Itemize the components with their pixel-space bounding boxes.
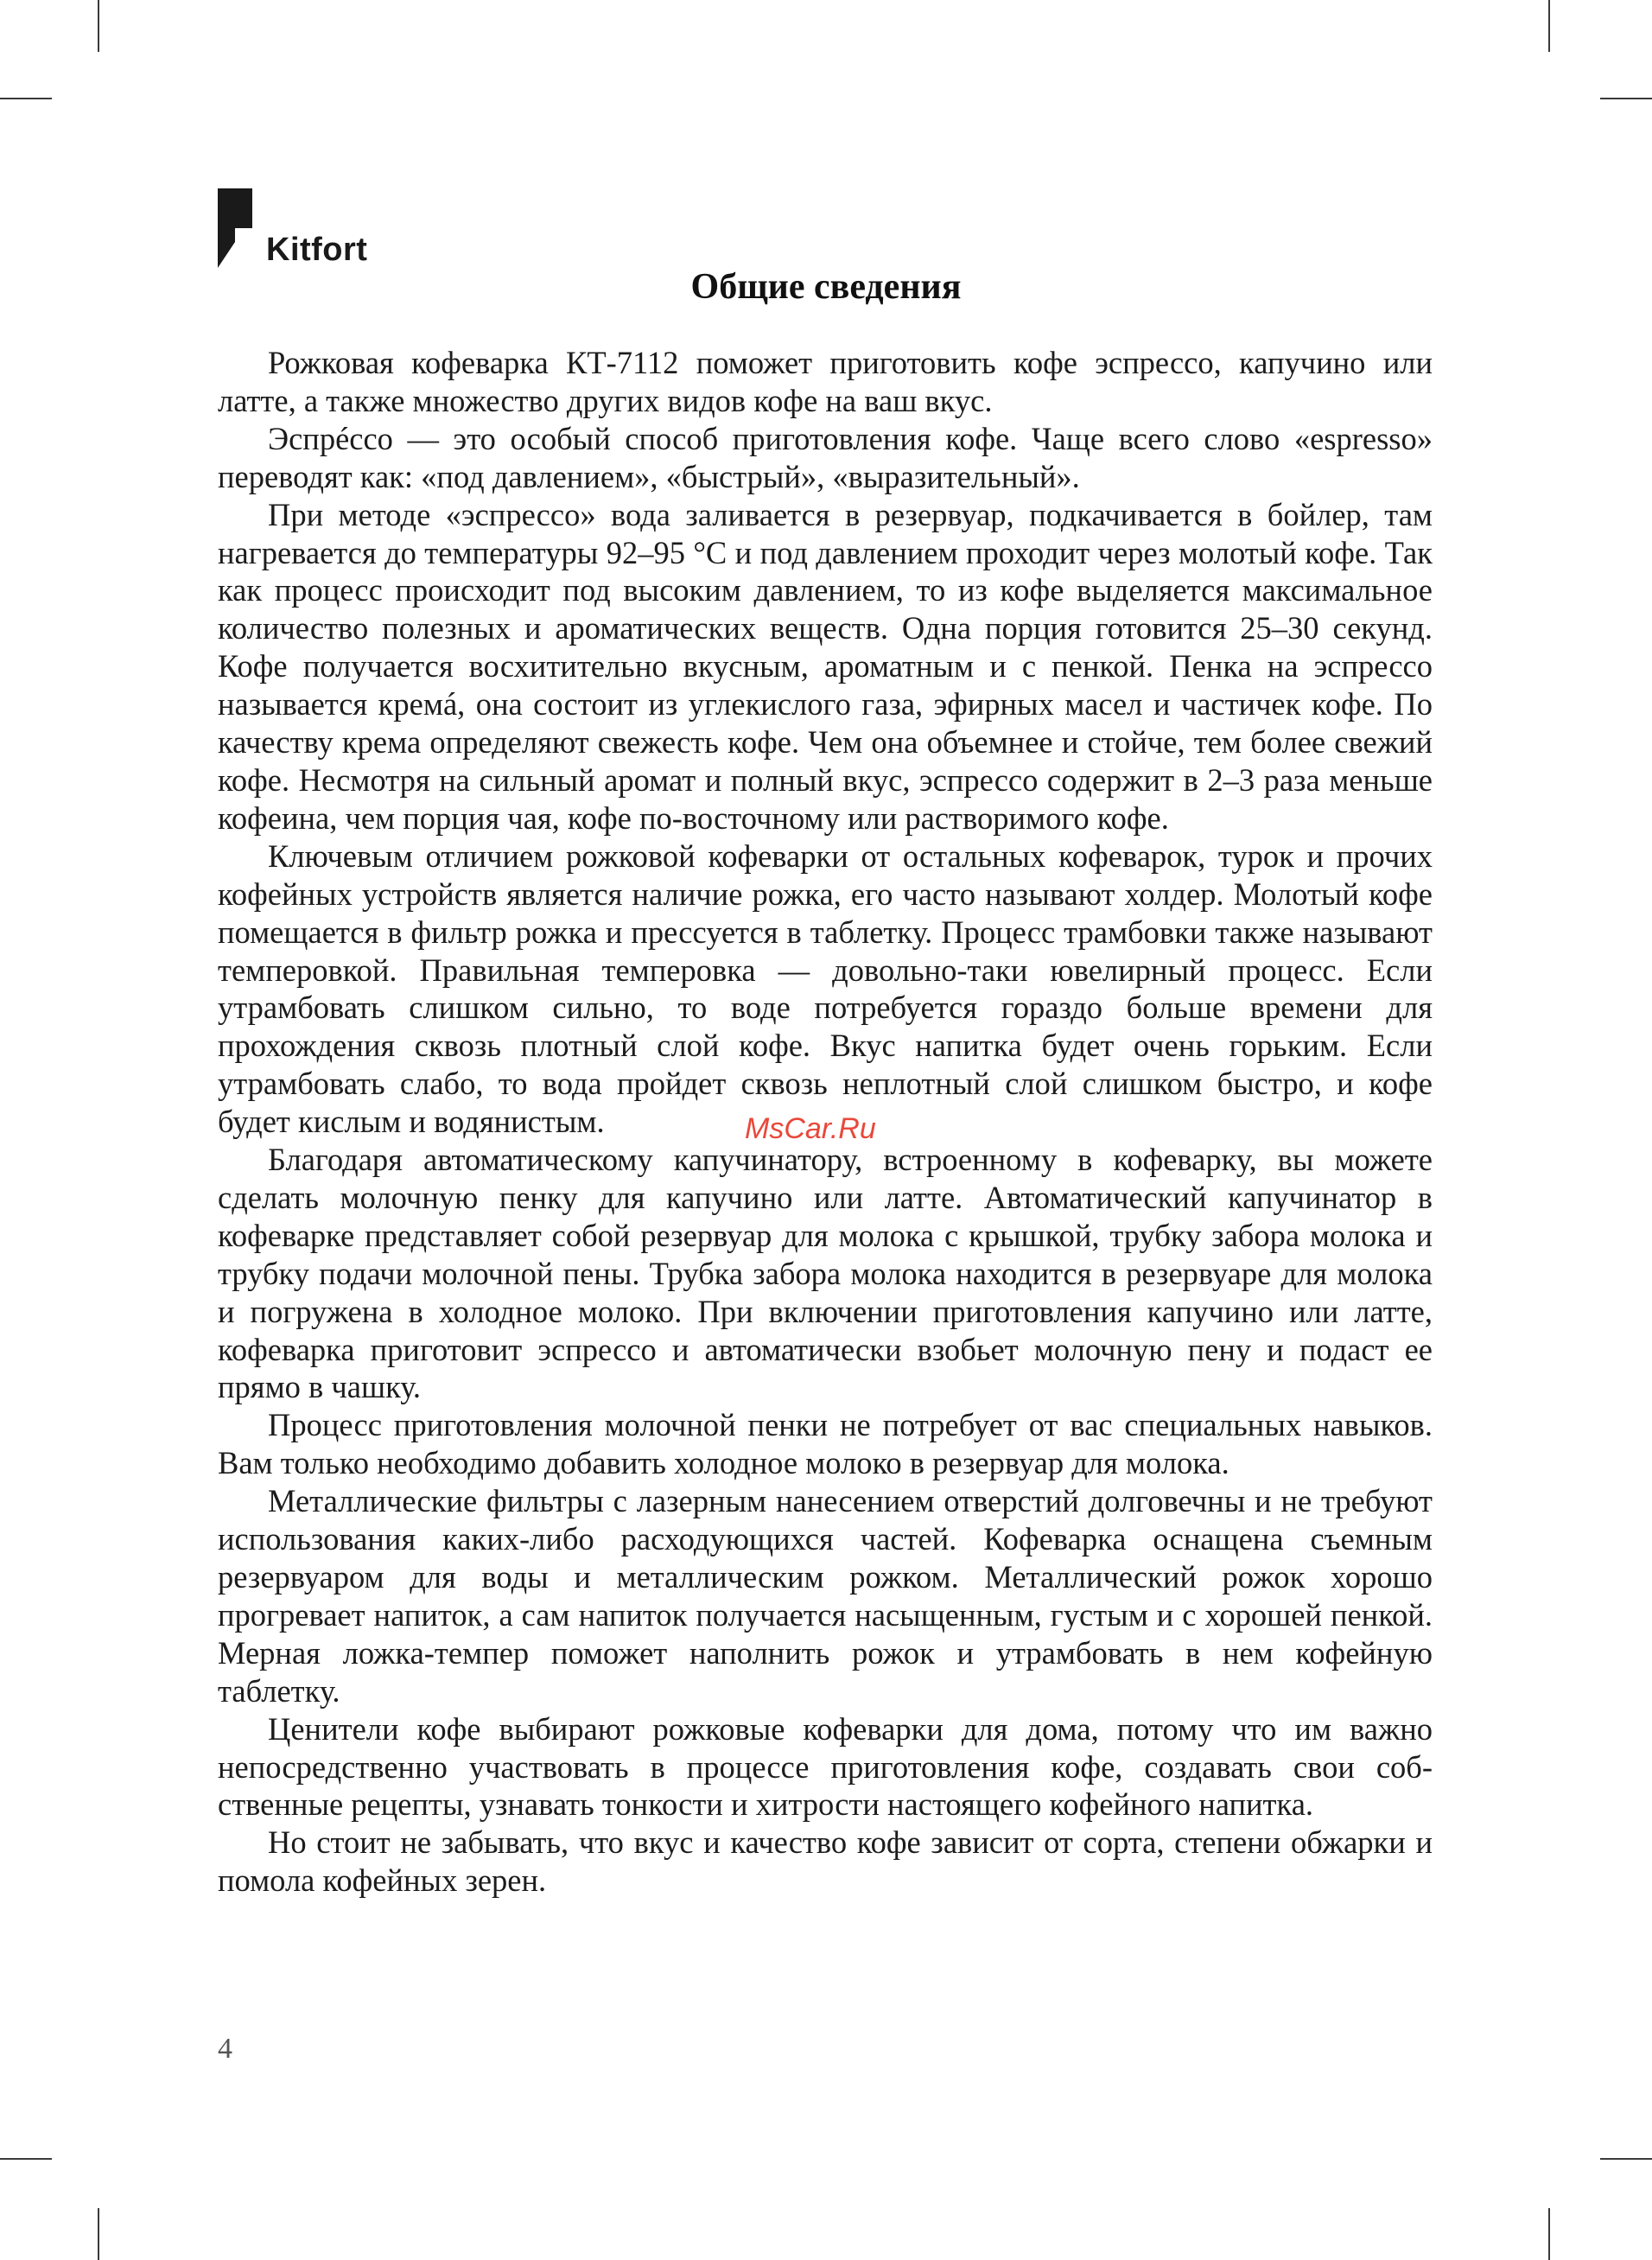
crop-mark-bottom-right [1548, 2208, 1550, 2260]
crop-mark-bottom-left [98, 2208, 99, 2260]
brand-logo [218, 188, 391, 268]
paragraph-holder: Ключевым отличием рожковой кофеварки от остальных кофеварок, турок и прочих кофейных устройств является наличие рожка, его часто называют холдер. Молотый кофе помещается в фильтр рожка и прессуется в таблетку. Процесс трамбовки также называют темперовкой. Правильная темперовка — довольно-таки ювелирный процесс. Если утрамбовать слишком сильно, то воде потребуется гораздо больше времени для прохождения сквозь плотный слой кофе. Вкус напитка будет очень горьким. Если утрамбовать слабо, то вода пройдет сквозь неплотный слой слишком быстро, и кофе будет кислым и водянистым. [218, 837, 1433, 1140]
crop-mark-right-top [1600, 98, 1652, 99]
page-title: Общие сведения [690, 267, 962, 307]
paragraph-connoisseurs: Ценители кофе выбирают рожковые кофеварки для дома, потому что им важно непосредственно участвовать в процессе приготовления кофе, создавать свои собственные рецепты, узнавать тонкости и хитрости настоящего кофейного напитка. [218, 1710, 1433, 1823]
paragraph-espresso-definition: Эспрéссо — это особый способ приготовления кофе. Чаще всего слово «espresso» переводят как: «под давлением», «быстрый», «выразительный». [218, 420, 1433, 494]
crop-mark-left-top [0, 98, 52, 99]
brand-name: Kitfort [266, 232, 368, 268]
crop-mark-right-bottom [1600, 2158, 1652, 2160]
crop-mark-left-bottom [0, 2158, 52, 2160]
paragraph-metal-filters: Металлические фильтры с лазерным нанесением отверстий долговечны и не требуют использования каких-либо расходующихся частей. Кофеварка оснащена съемным резервуаром для воды и металлическим рожком. Металлический рожок хорошо прогревает напиток, а сам напиток получается насыщенным, густым и с хорошей пенкой. Мерная ложка-темпер поможет наполнить рожок и утрамбовать в нем кофейную таблетку. [218, 1483, 1433, 1709]
crop-mark-top-right [1548, 0, 1550, 52]
paragraph-intro: Рожковая кофеварка КТ-7112 поможет приготовить кофе эспрессо, капучино или латте, а также множество других видов кофе на ваш вкус. [218, 345, 1433, 418]
kitfort-logo-icon [218, 188, 256, 268]
paragraph-taste-quality: Но стоит не забывать, что вкус и качество кофе зависит от сорта, степени обжарки и помола кофейных зерен. [218, 1824, 1433, 1899]
paragraph-espresso-method: При методе «эспрессо» вода заливается в резервуар, подкачивается в бойлер, там нагревается до температуры 92–95 °С и под давлением проходит через молотый кофе. Так как процесс происходит под высоким давлением, то из кофе выделяется максимальное количество полезных и ароматических веществ. Одна порция готовится 25–30 секунд. Кофе получается восхитительно вкусным, ароматным и с пенкой. Пенка на эспрессо называется кремá, она состоит из углекислого газа, эфирных масел и частичек кофе. По качеству крема определяют свежесть кофе. Чем она объемнее и стойче, тем более свежий кофе. Несмотря на сильный аромат и полный вкус, эспрессо содержит в 2–3 раза меньше кофеина, чем порция чая, кофе по-восточному или растворимого кофе. [218, 496, 1433, 836]
watermark: MsCar.Ru [745, 1112, 876, 1145]
paragraph-cappuccinatore: Благодаря автоматическому капучинатору, встроенному в кофеварку, вы можете сделать молочную пенку для капучино или латте. Автоматический капучинатор в кофеварке представляет собой резервуар для молока с крышкой, трубку забора молока и трубку подачи молочной пены. Трубка забора молока находится в резервуаре для молока и погружена в холодное молоко. При включении приготовления капучино или латте, кофеварка приготовит эспрессо и автоматически взобьет молочную пену и подаст ее прямо в чашку. [218, 1142, 1433, 1405]
paragraph-milk-foam: Процесс приготовления молочной пенки не потребует от вас специальных навыков. Вам только необходимо добавить холодное молоко в резервуар для молока. [218, 1407, 1433, 1481]
crop-mark-top-left [98, 0, 99, 52]
page-number: 4 [218, 2033, 232, 2065]
